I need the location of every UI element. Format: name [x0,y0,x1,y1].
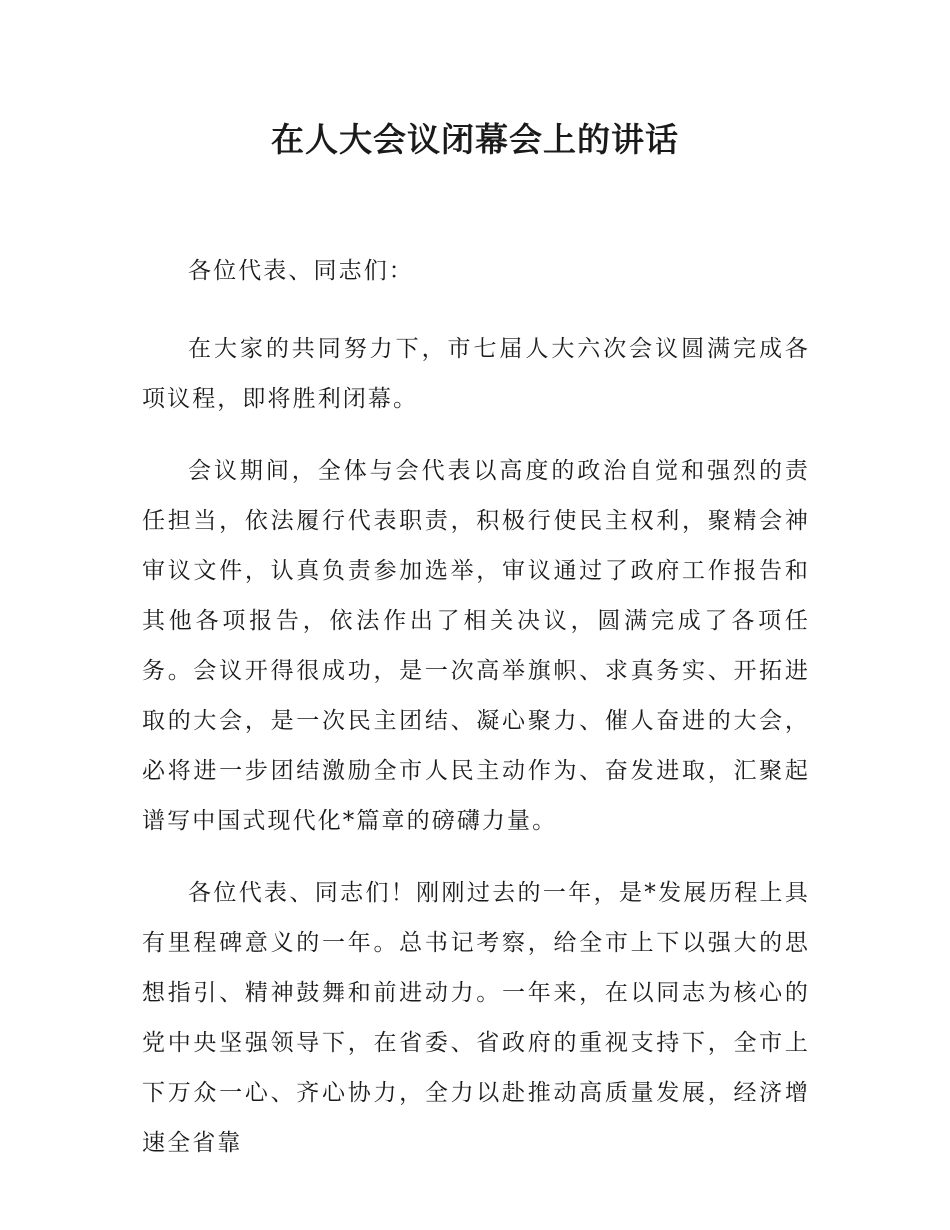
paragraph-meeting-summary: 会议期间，全体与会代表以高度的政治自觉和强烈的责任担当，依法履行代表职责，积极行使民主权利，聚精会神审议文件，认真负责参加选举，审议通过了政府工作报告和其他各项报告，依法作出了相关决议，圆满完成了各项任务。会议开得很成功，是一次高举旗帜、求真务实、开拓进取的大会，是一次民主团结、凝心聚力、催人奋进的大会，必将进一步团结激励全市人民主动作为、奋发进取，汇聚起谱写中国式现代化*篇章的磅礴力量。 [142,458,810,834]
paragraph-opening: 在大家的共同努力下，市七届人大六次会议圆满完成各项议程，即将胜利闭幕。 [142,336,810,412]
document-title: 在人大会议闭幕会上的讲话 [271,120,679,159]
paragraph-year-review: 各位代表、同志们！刚刚过去的一年，是*发展历程上具有里程碑意义的一年。总书记考察，给全市上下以强大的思想指引、精神鼓舞和前进动力。一年来，在以同志为核心的党中央坚强领导下，在省委、省政府的重视支持下，全市上下万众一心、齐心协力，全力以赴推动高质量发展，经济增速全省靠 [142,880,810,1156]
document-body [142,246,810,1190]
paragraph-salutation: 各位代表、同志们： [188,258,414,284]
